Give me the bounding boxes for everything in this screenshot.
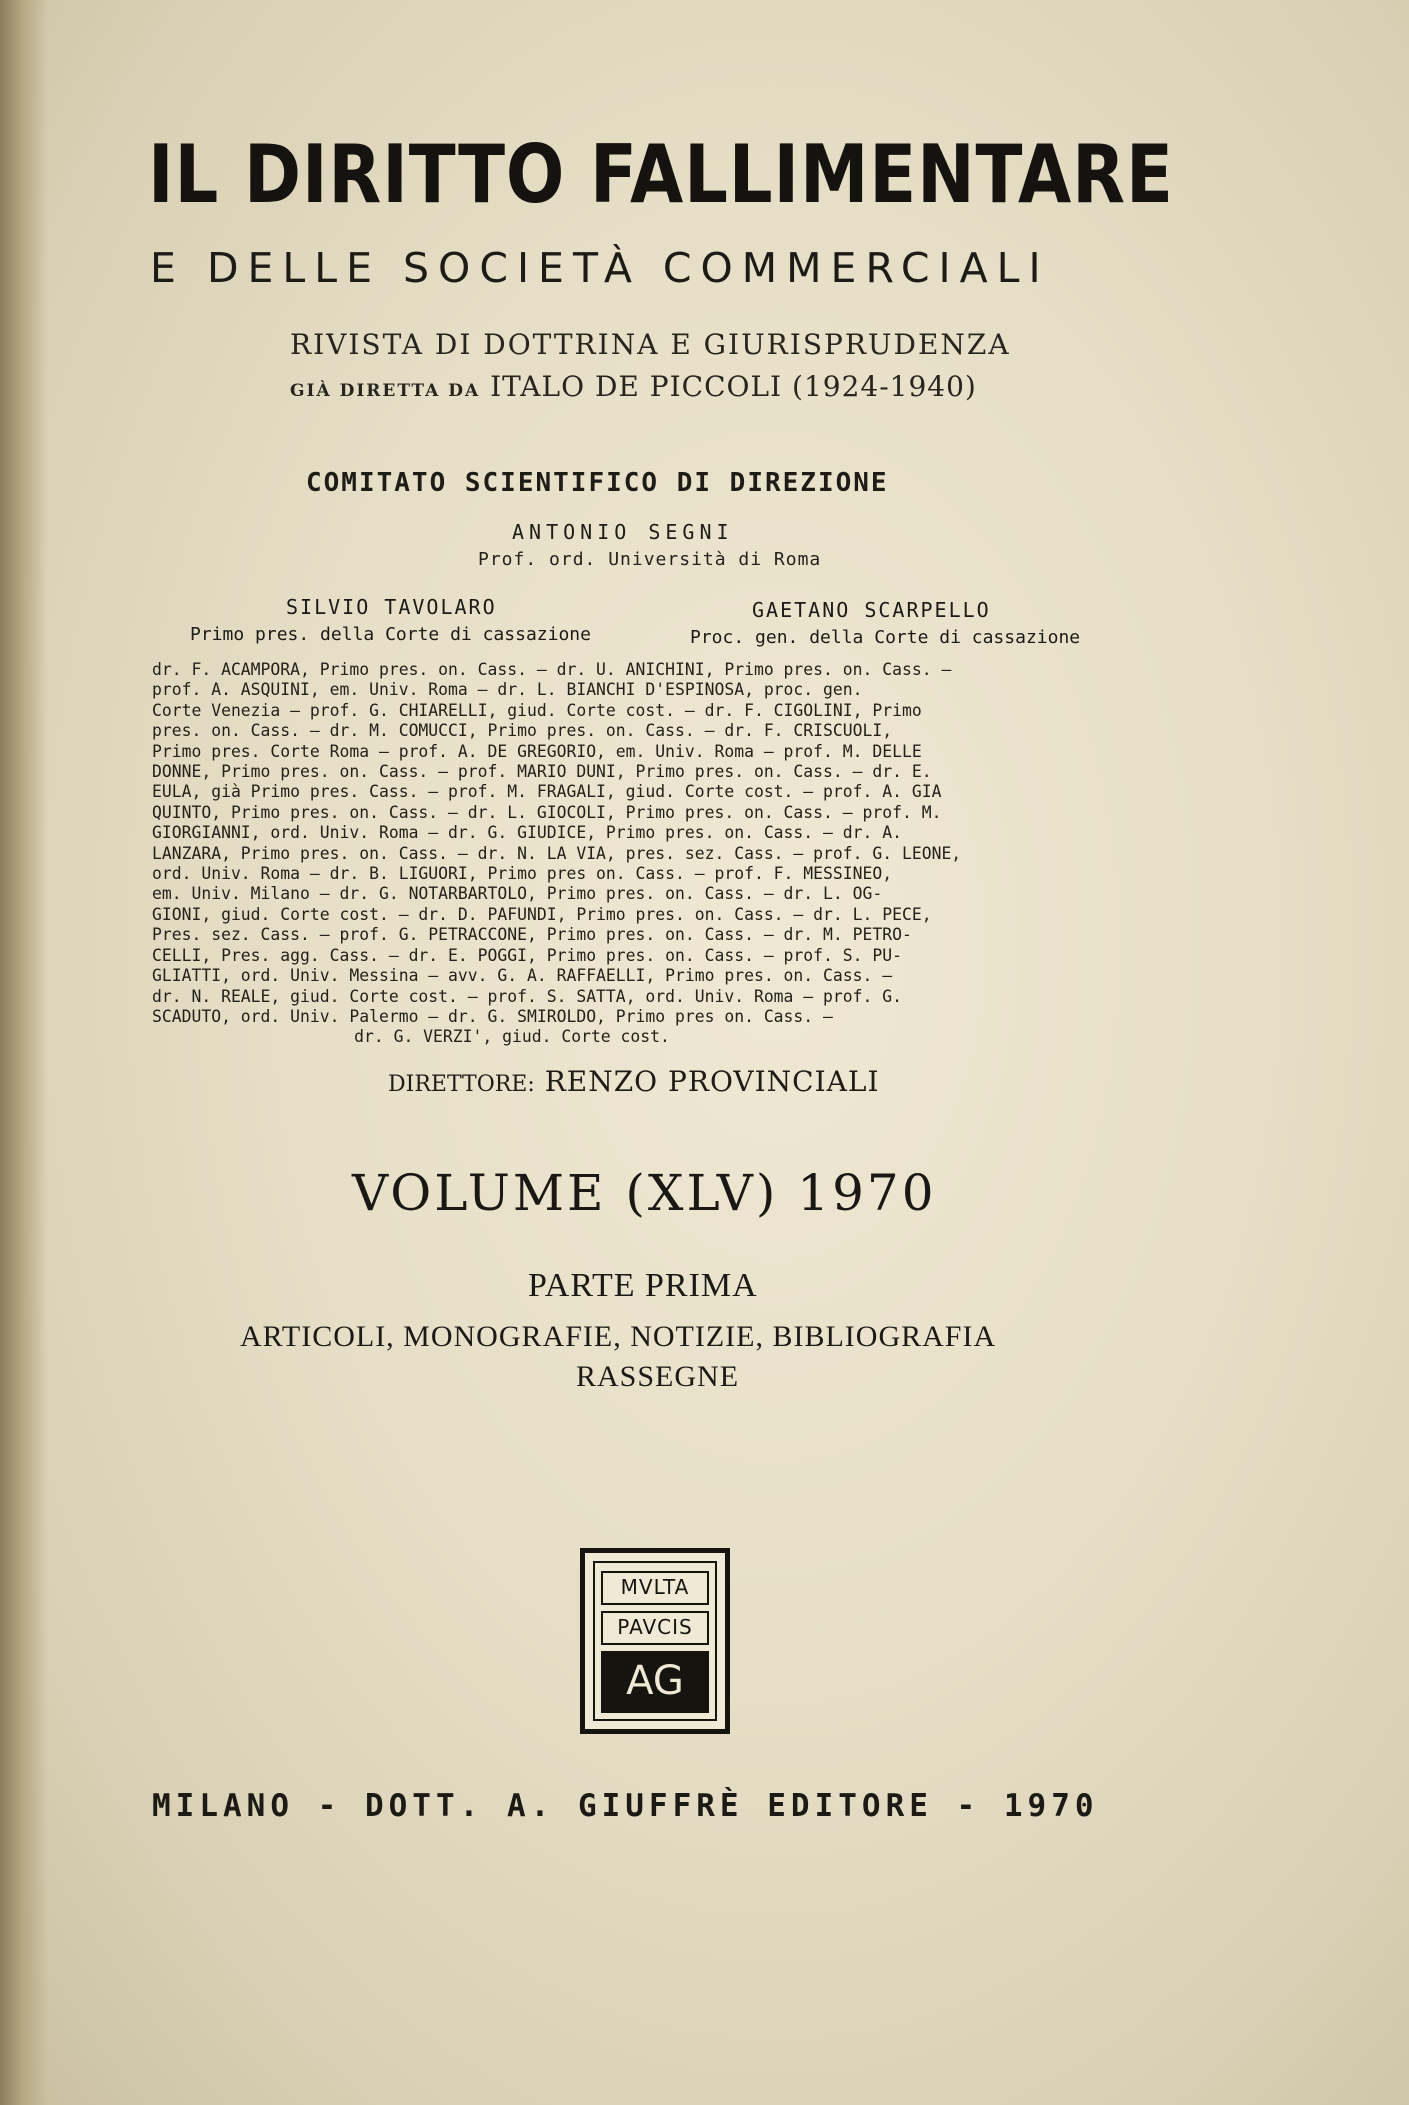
logo-frame: [593, 1561, 717, 1721]
members-line: Corte Venezia — prof. G. CHIARELLI, giud. Corte cost. — dr. F. CIGOLINI, Primo: [152, 700, 922, 720]
founder-name: ITALO DE PICCOLI: [490, 370, 783, 403]
members-line: dr. G. VERZI', giud. Corte cost.: [354, 1027, 670, 1047]
publisher-logo: [580, 1548, 730, 1734]
contents-line-2: RASSEGNE: [576, 1360, 740, 1393]
journal-subtitle: E DELLE SOCIETÀ COMMERCIALI: [150, 244, 1050, 292]
volume-title: VOLUME (XLV) 1970: [352, 1164, 937, 1222]
president-name: ANTONIO SEGNI: [512, 520, 734, 544]
members-line: em. Univ. Milano — dr. G. NOTARBARTOLO, Primo pres. on. Cass. — dr. L. OG-: [152, 884, 883, 904]
logo-monogram: AG: [601, 1651, 709, 1713]
committee-member-role: Primo pres. della Corte di cassazione: [190, 624, 591, 645]
members-list: [152, 660, 1152, 1048]
members-line: dr. N. REALE, giud. Corte cost. — prof. S. SATTA, ord. Univ. Roma — prof. G.: [152, 986, 902, 1006]
members-line: pres. on. Cass. — dr. M. COMUCCI, Primo pres. on. Cass. — dr. F. CRISCUOLI,: [152, 721, 893, 741]
members-line: ord. Univ. Roma — dr. B. LIGUORI, Primo pres on. Cass. — prof. F. MESSINEO,: [152, 864, 893, 884]
members-line: LANZARA, Primo pres. on. Cass. — dr. N. LA VIA, pres. sez. Cass. — prof. G. LEONE,: [152, 843, 962, 863]
committee-heading: COMITATO SCIENTIFICO DI DIREZIONE: [306, 468, 889, 498]
committee-member-name: GAETANO SCARPELLO: [752, 598, 991, 622]
journal-description: RIVISTA DI DOTTRINA E GIURISPRUDENZA: [290, 328, 1011, 361]
members-line: GIORGIANNI, ord. Univ. Roma — dr. G. GIUDICE, Primo pres. on. Cass. — dr. A.: [152, 823, 902, 843]
members-line: dr. F. ACAMPORA, Primo pres. on. Cass. — dr. U. ANICHINI, Primo pres. on. Cass. —: [152, 660, 952, 679]
members-line: DONNE, Primo pres. on. Cass. — prof. MARIO DUNI, Primo pres. on. Cass. — dr. E.: [152, 762, 932, 782]
founder-years: (1924-1940): [792, 370, 977, 403]
editor-line: [388, 1065, 880, 1098]
logo-word: MVLTA: [601, 1571, 709, 1605]
president-role: Prof. ord. Università di Roma: [478, 549, 822, 570]
part-title: PARTE PRIMA: [528, 1267, 758, 1304]
members-line: prof. A. ASQUINI, em. Univ. Roma — dr. L. BIANCHI D'ESPINOSA, proc. gen.: [152, 680, 863, 700]
logo-word: PAVCIS: [601, 1611, 709, 1645]
members-line: EULA, già Primo pres. Cass. — prof. M. FRAGALI, giud. Corte cost. — prof. A. GIA: [152, 782, 942, 802]
members-line: Pres. sez. Cass. — prof. G. PETRACCONE, Primo pres. on. Cass. — dr. M. PETRO-: [152, 925, 912, 945]
committee-member-name: SILVIO TAVOLARO: [286, 595, 497, 619]
members-line: GIONI, giud. Corte cost. — dr. D. PAFUNDI, Primo pres. on. Cass. — dr. L. PECE,: [152, 904, 932, 924]
members-line: GLIATTI, ord. Univ. Messina — avv. G. A. RAFFAELLI, Primo pres. on. Cass. —: [152, 966, 893, 986]
contents-line: ARTICOLI, MONOGRAFIE, NOTIZIE, BIBLIOGRAFIA: [240, 1320, 997, 1353]
members-line: SCADUTO, ord. Univ. Palermo — dr. G. SMIROLDO, Primo pres on. Cass. —: [152, 1006, 833, 1026]
publisher-line: MILANO - DOTT. A. GIUFFRÈ EDITORE - 1970: [152, 1788, 1099, 1824]
committee-member-role: Proc. gen. della Corte di cassazione: [690, 627, 1081, 648]
editor-label: DIRETTORE:: [388, 1072, 535, 1097]
members-line: QUINTO, Primo pres. on. Cass. — dr. L. GIOCOLI, Primo pres. on. Cass. — prof. M.: [152, 802, 942, 822]
editor-name: RENZO PROVINCIALI: [544, 1065, 880, 1098]
members-line: Primo pres. Corte Roma — prof. A. DE GREGORIO, em. Univ. Roma — prof. M. DELLE: [152, 741, 922, 761]
founder-line: [290, 370, 977, 403]
journal-title: IL DIRITTO FALLIMENTARE: [148, 128, 1174, 221]
members-line: CELLI, Pres. agg. Cass. — dr. E. POGGI, Primo pres. on. Cass. — prof. S. PU-: [152, 945, 902, 965]
binding-shadow: [0, 0, 48, 2105]
founder-prefix: GIÀ DIRETTA DA: [290, 381, 481, 401]
